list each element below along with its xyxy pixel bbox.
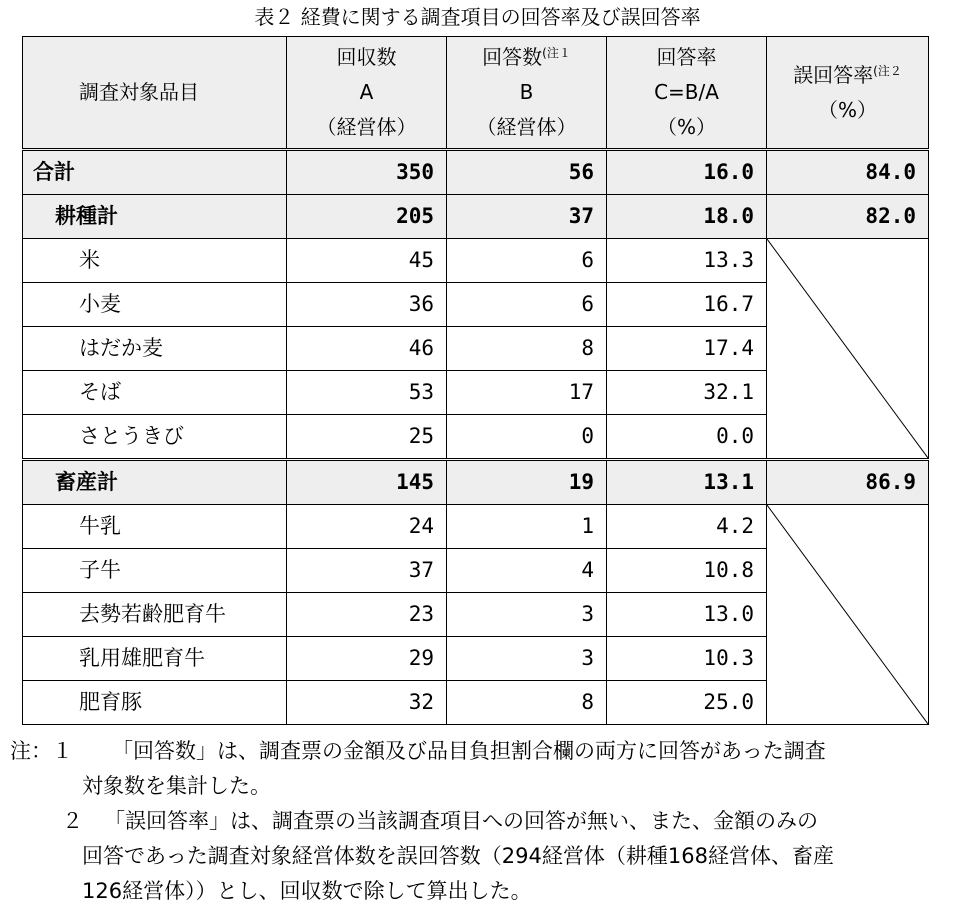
diagonal-line [767,505,928,724]
header-response-rate: 回答率 C=B/A （%） [607,37,767,150]
footnotes [10,734,950,909]
table-header-row [23,37,929,150]
header-answered: 回答数$^{(注1}$ B （経営体） [447,37,607,150]
diagonal-empty-cell [767,239,929,460]
cell-collected: 23 [287,593,447,637]
footnote-1-text: 「回答数」は、調査票の金額及び品目負担割合欄の両方に回答があった調査 [112,739,826,763]
cell-response-rate: 32.1 [607,371,767,415]
row-label: さとうきび [23,415,287,460]
cell-collected: 53 [287,371,447,415]
table-row [23,239,929,283]
cell-collected: 29 [287,637,447,681]
cell-collected: 46 [287,327,447,371]
cell-collected: 45 [287,239,447,283]
cell-collected: 350 [287,150,447,195]
row-label: 合計 [23,150,287,195]
cell-collected: 24 [287,505,447,549]
row-label: そば [23,371,287,415]
row-label: 耕種計 [23,195,287,239]
cell-answered: 0 [447,415,607,460]
cell-collected: 36 [287,283,447,327]
row-label: 子牛 [23,549,287,593]
cell-answered: 17 [447,371,607,415]
cell-response-rate: 16.7 [607,283,767,327]
cell-response-rate: 10.8 [607,549,767,593]
footnote-2-text-cont: 回答であった調査対象経営体数を誤回答数（294経営体（耕種168経営体、畜産 [82,844,834,868]
cell-response-rate: 4.2 [607,505,767,549]
cell-response-rate: 13.3 [607,239,767,283]
cell-response-rate: 0.0 [607,415,767,460]
footnote-2-text: 「誤回答率」は、調査票の当該調査項目への回答が無い、また、金額のみの [104,809,818,833]
row-label: 牛乳 [23,505,287,549]
cell-response-rate: 16.0 [607,150,767,195]
row-label: 畜産計 [23,460,287,505]
table-row-total [23,150,929,195]
cell-response-rate: 25.0 [607,681,767,725]
cell-error-rate: 86.9 [767,460,929,505]
table-row-livestock-total [23,460,929,505]
cell-answered: 3 [447,637,607,681]
header-error-rate: 誤回答率$^{(注2}$ （%） [767,37,929,150]
row-label: 乳用雄肥育牛 [23,637,287,681]
row-label: 小麦 [23,283,287,327]
cell-answered: 37 [447,195,607,239]
cell-answered: 3 [447,593,607,637]
cell-answered: 8 [447,327,607,371]
footnote-ref-2: (注２ [873,63,902,78]
row-label: 米 [23,239,287,283]
response-rate-table [22,36,929,725]
header-collected: 回収数 A （経営体） [287,37,447,150]
cell-error-rate: 84.0 [767,150,929,195]
cell-answered: 1 [447,505,607,549]
cell-response-rate: 13.1 [607,460,767,505]
cell-answered: 56 [447,150,607,195]
cell-response-rate: 13.0 [607,593,767,637]
cell-response-rate: 18.0 [607,195,767,239]
row-label: はだか麦 [23,327,287,371]
cell-collected: 25 [287,415,447,460]
table-title: 表２ 経費に関する調査項目の回答率及び誤回答率 [254,5,701,29]
cell-answered: 8 [447,681,607,725]
footnote-2-marker: ２ [62,809,83,833]
cell-collected: 32 [287,681,447,725]
table-row [23,505,929,549]
cell-error-rate: 82.0 [767,195,929,239]
cell-answered: 4 [447,549,607,593]
footnote-1-text-cont: 対象数を集計した。 [82,774,271,798]
footnote-2 [10,804,950,909]
footnote-2-text-cont2: 126経営体））とし、回収数で除して算出した。 [82,879,532,903]
footnote-1 [10,734,950,804]
header-item: 調査対象品目 [23,37,287,150]
cell-answered: 6 [447,239,607,283]
cell-answered: 6 [447,283,607,327]
footnote-ref-1: (注１ [542,46,571,60]
table-row-crops-total [23,195,929,239]
cell-response-rate: 10.3 [607,637,767,681]
cell-response-rate: 17.4 [607,327,767,371]
cell-collected: 145 [287,460,447,505]
row-label: 去勢若齢肥育牛 [23,593,287,637]
row-label: 肥育豚 [23,681,287,725]
cell-collected: 37 [287,549,447,593]
footnote-1-marker: 注：１ [10,739,73,763]
cell-collected: 205 [287,195,447,239]
cell-answered: 19 [447,460,607,505]
diagonal-line [767,239,928,458]
diagonal-empty-cell [767,505,929,725]
